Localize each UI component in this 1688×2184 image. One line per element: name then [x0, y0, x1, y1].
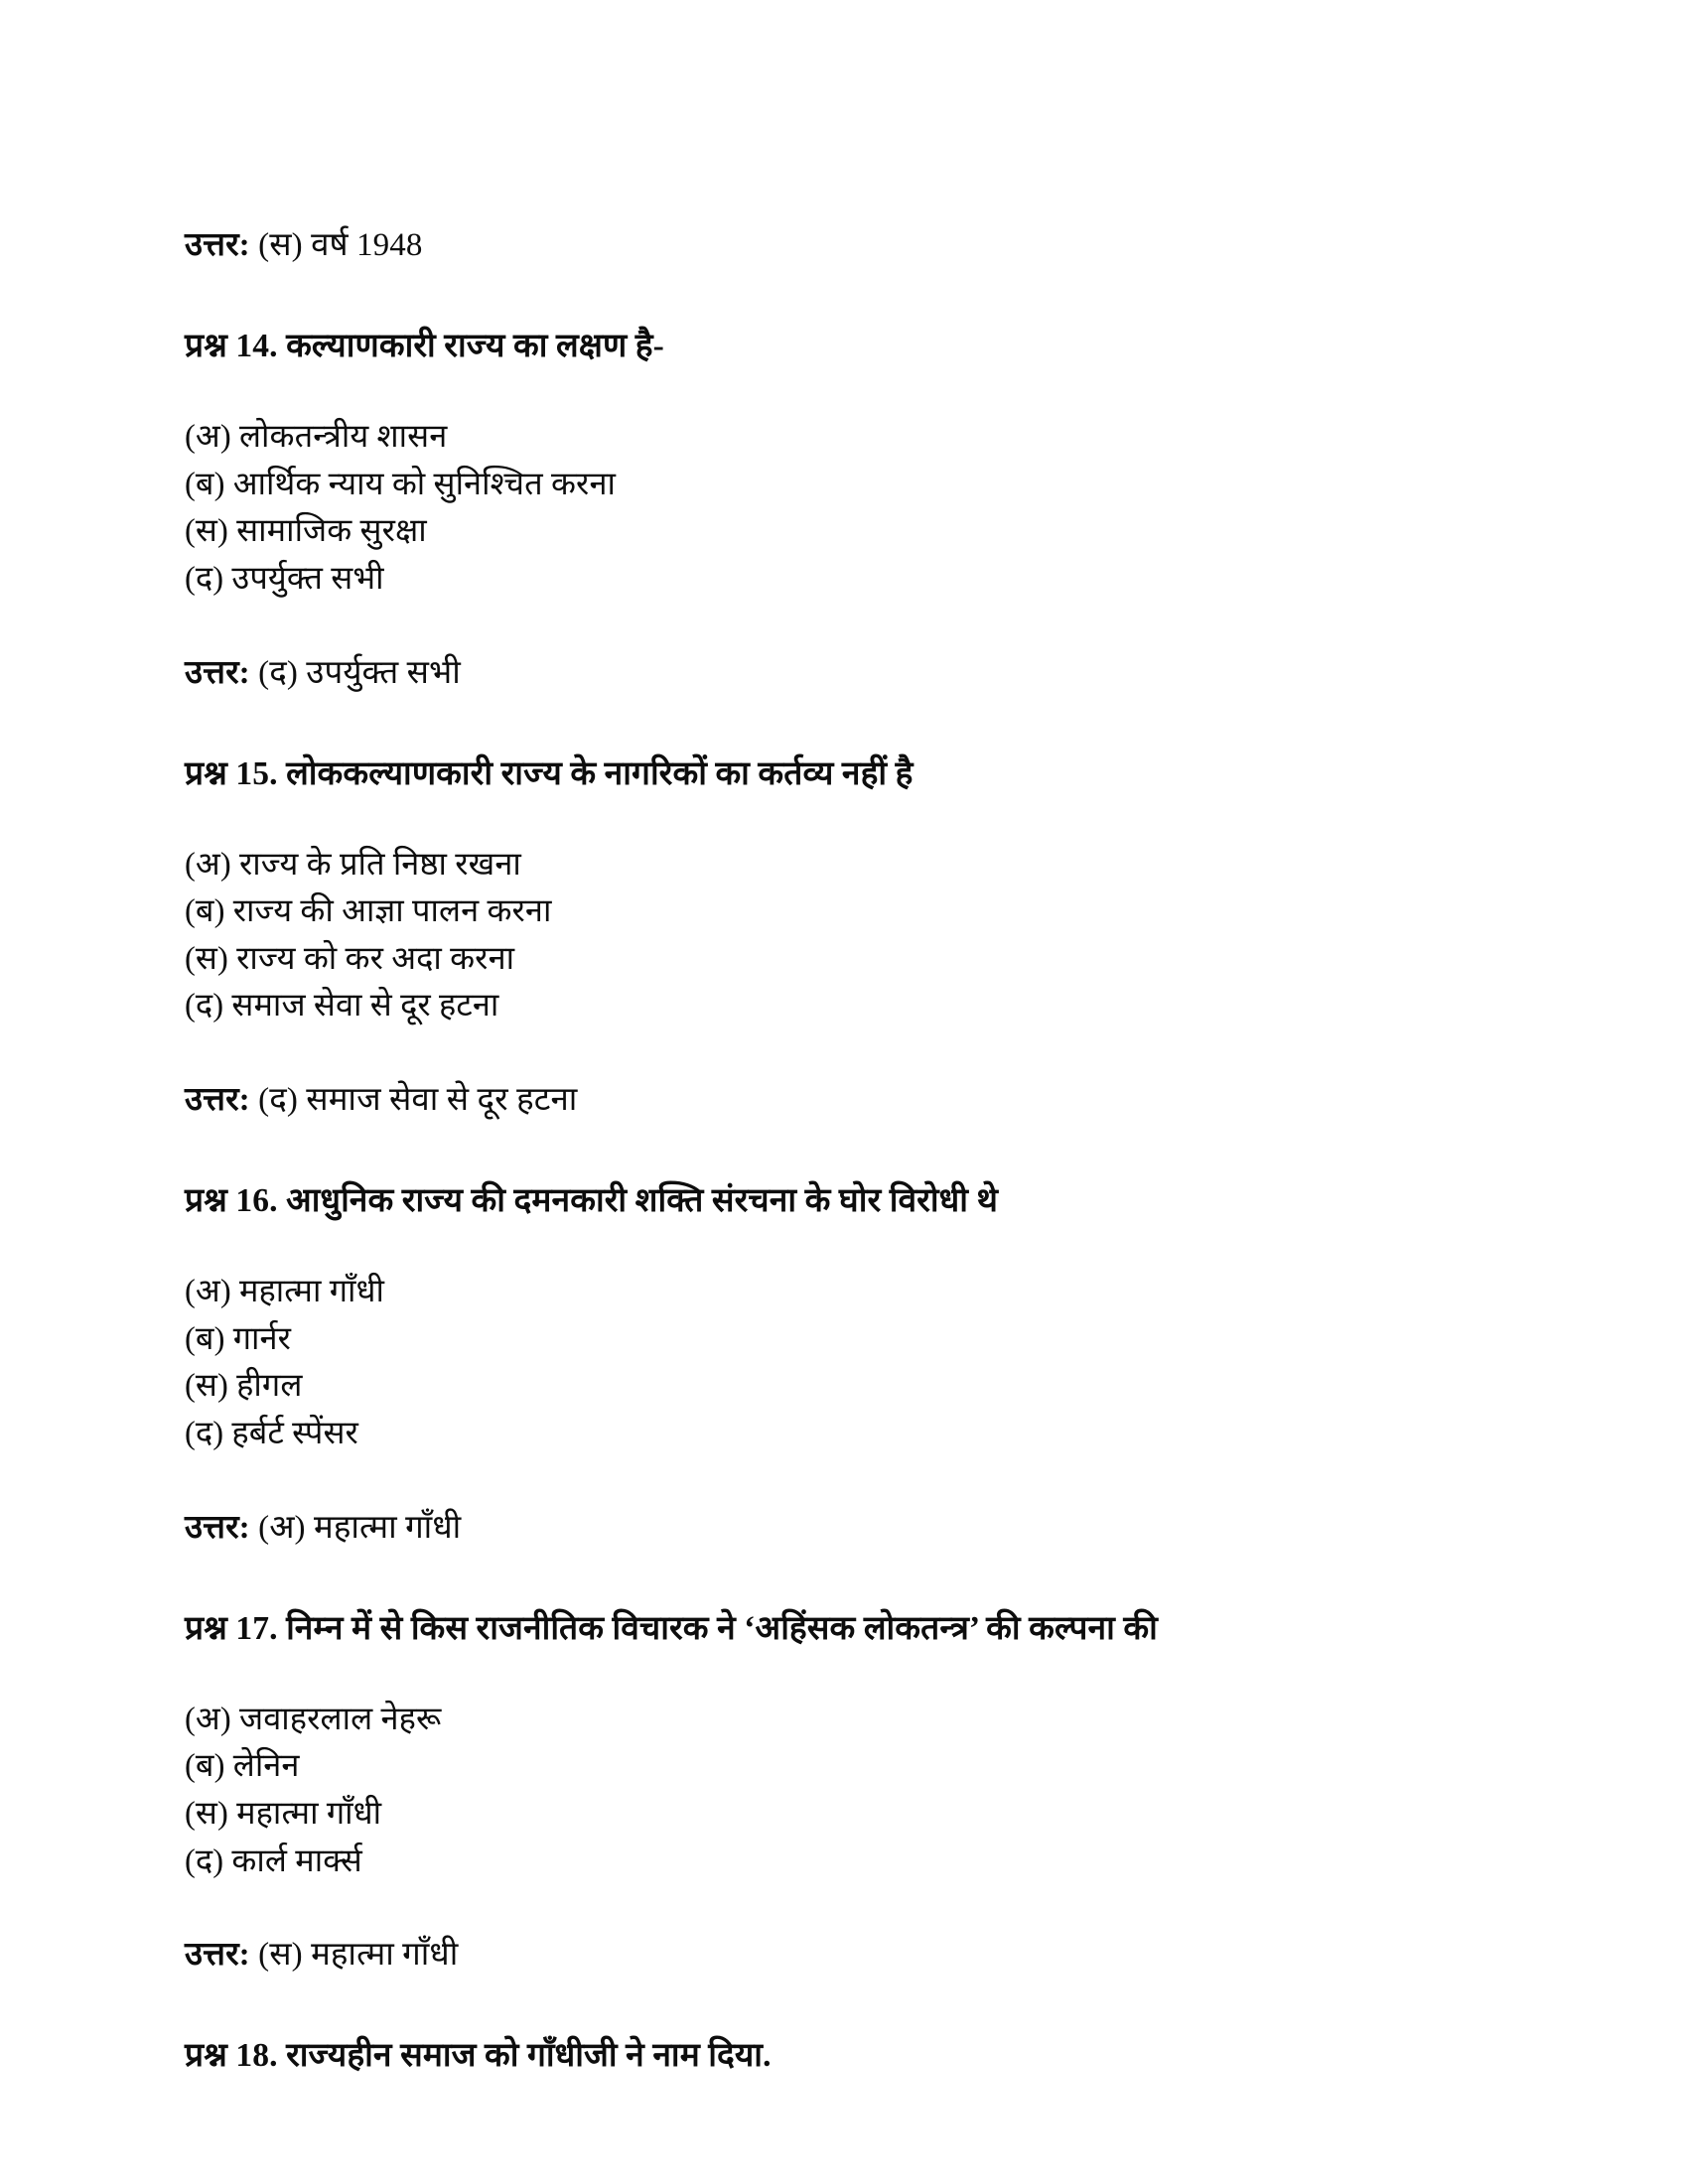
option-item-d[interactable]: (द) हर्बर्ट स्पेंसर [185, 1415, 358, 1451]
option-item-d[interactable]: (द) समाज सेवा से दूर हटना [185, 988, 499, 1024]
question-block-14 [185, 325, 1178, 695]
option-item-b[interactable]: (ब) आर्थिक न्याय को सुनिश्चित करना [185, 466, 616, 502]
answer-text: (अ) महात्मा गाँधी [258, 1509, 462, 1546]
question-block-17 [185, 1607, 1178, 1978]
answer-label: उत्तर: [185, 1509, 250, 1546]
option-item-a[interactable]: (अ) राज्य के प्रति निष्ठा रखना [185, 846, 521, 883]
options-list [185, 1697, 1178, 1885]
answer-line [185, 651, 1178, 695]
options-list [185, 1269, 1178, 1457]
answer-text: (द) उपर्युक्त सभी [258, 654, 461, 691]
question-heading: प्रश्न 18. राज्यहीन समाज को गाँधीजी ने नाम दिया. [185, 2037, 772, 2075]
answer-label: उत्तर: [185, 1082, 250, 1119]
option-item-b[interactable]: (ब) गार्नर [185, 1320, 292, 1357]
answer-label: उत्तर: [185, 1937, 250, 1974]
question-heading: प्रश्न 17. निम्न में से किस राजनीतिक विचारक ने ‘अहिंसक लोकतन्त्र’ की कल्पना की [185, 1609, 1158, 1647]
option-item-d[interactable]: (द) कार्ल मार्क्स [185, 1843, 362, 1879]
answer-text: (स) वर्ष 1948 [258, 227, 423, 263]
question-block-16 [185, 1179, 1178, 1550]
answer-line [185, 1078, 1178, 1122]
answer-line [185, 1506, 1178, 1550]
question-block-15 [185, 752, 1178, 1123]
answer-line [185, 1933, 1178, 1977]
question-heading: प्रश्न 14. कल्याणकारी राज्य का लक्षण है- [185, 328, 664, 365]
option-item-a[interactable]: (अ) लोकतन्त्रीय शासन [185, 419, 448, 456]
option-item-b[interactable]: (ब) लेनिन [185, 1748, 300, 1785]
option-item-s[interactable]: (स) सामाजिक सुरक्षा [185, 513, 427, 550]
option-item-d[interactable]: (द) उपर्युक्त सभी [185, 560, 384, 597]
question-heading: प्रश्न 15. लोककल्याणकारी राज्य के नागरिकों का कर्तव्य नहीं है [185, 754, 914, 792]
options-list [185, 842, 1178, 1030]
option-item-a[interactable]: (अ) महात्मा गाँधी [185, 1274, 385, 1310]
question-heading: प्रश्न 16. आधुनिक राज्य की दमनकारी शक्ति संरचना के घोर विरोधी थे [185, 1182, 999, 1220]
answer-line-previous [185, 223, 1178, 267]
option-item-s[interactable]: (स) महात्मा गाँधी [185, 1795, 382, 1832]
answer-label: उत्तर: [185, 654, 250, 691]
document-content [185, 223, 1178, 2079]
options-list [185, 414, 1178, 603]
option-item-a[interactable]: (अ) जवाहरलाल नेहरू [185, 1701, 442, 1737]
option-item-b[interactable]: (ब) राज्य की आज्ञा पालन करना [185, 893, 552, 930]
option-item-s[interactable]: (स) राज्य को कर अदा करना [185, 940, 515, 977]
answer-label: उत्तर: [185, 227, 250, 263]
option-item-s[interactable]: (स) हीगल [185, 1368, 303, 1405]
answer-text: (द) समाज सेवा से दूर हटना [258, 1082, 578, 1119]
question-block-18 [185, 2034, 1178, 2079]
answer-text: (स) महात्मा गाँधी [258, 1937, 459, 1974]
